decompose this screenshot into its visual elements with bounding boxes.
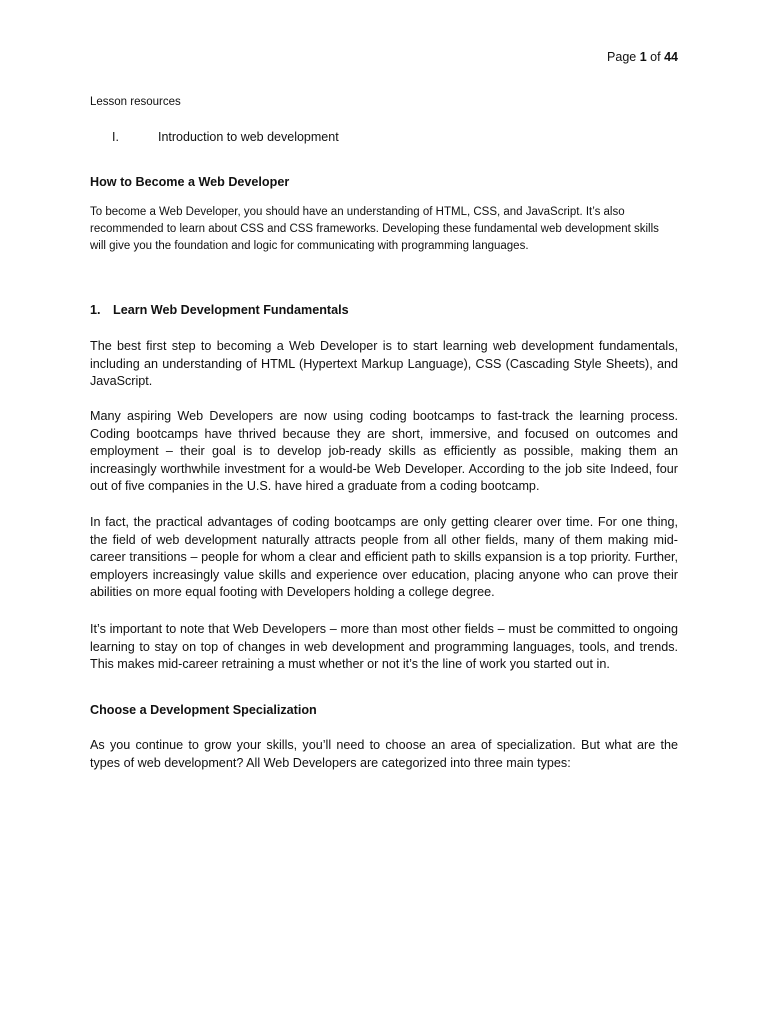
paragraph: In fact, the practical advantages of coding bootcamps are only getting clearer over time. For one thing, the field of web development naturally attracts people from all other fields, many of them making mid-career transitions – people for whom a clear and efficient path to skills expansion is a top priority. Further, employers increasingly value skills and experience over education, placing anyone who can prove their abilities on more equal footing with Developers holding a college degree. [90,515,678,599]
toc-item-title: Introduction to web development [158,130,339,144]
section-number: 1. [90,303,101,317]
paragraph: It’s important to note that Web Developers – more than most other fields – must be committed to ongoing learning to stay on top of changes in web development and programming languages, tools, and trends. This makes mid-career retraining a must whether or not it’s the line of work you started out in. [90,622,678,671]
toc-item [112,129,339,146]
page-total: 44 [664,50,678,64]
section-title: Learn Web Development Fundamentals [113,303,349,317]
toc-item-number: I. [112,130,119,144]
paragraph: Many aspiring Web Developers are now using coding bootcamps to fast-track the learning process. Coding bootcamps have thrived because they are short, immersive, and focused on outcomes and employment – their goal is to develop job-ready skills as efficiently as possible, making them an increasingly worthwhile investment for a would-be Web Developer. According to the job site Indeed, four out of five companies in the U.S. have hired a graduate from a coding bootcamp. [90,409,678,493]
page-number [607,49,678,65]
page-current: 1 [639,50,647,64]
section-heading-specialization: Choose a Development Specialization [90,703,317,717]
page-of: of [650,50,661,64]
section-paragraph-how-to: To become a Web Developer, you should have an understanding of HTML, CSS, and JavaScript. It’s also recommended to learn about CSS and CSS frameworks. Developing these fundamental web development skills will give you the foundation and logic for communicating with programming languages. [90,206,659,252]
lesson-resources-label: Lesson resources [90,96,181,108]
section-heading-how-to: How to Become a Web Developer [90,175,290,189]
page-label: Page [607,50,637,64]
section-heading-fundamentals [90,302,678,319]
paragraph: The best first step to becoming a Web Developer is to start learning web development fundamentals, including an understanding of HTML (Hypertext Markup Language), CSS (Cascading Style Sheets), and JavaScript. [90,339,678,388]
section-paragraph-specialization: As you continue to grow your skills, you’ll need to choose an area of specialization. But what are the types of web development? All Web Developers are categorized into three main types: [90,738,678,770]
